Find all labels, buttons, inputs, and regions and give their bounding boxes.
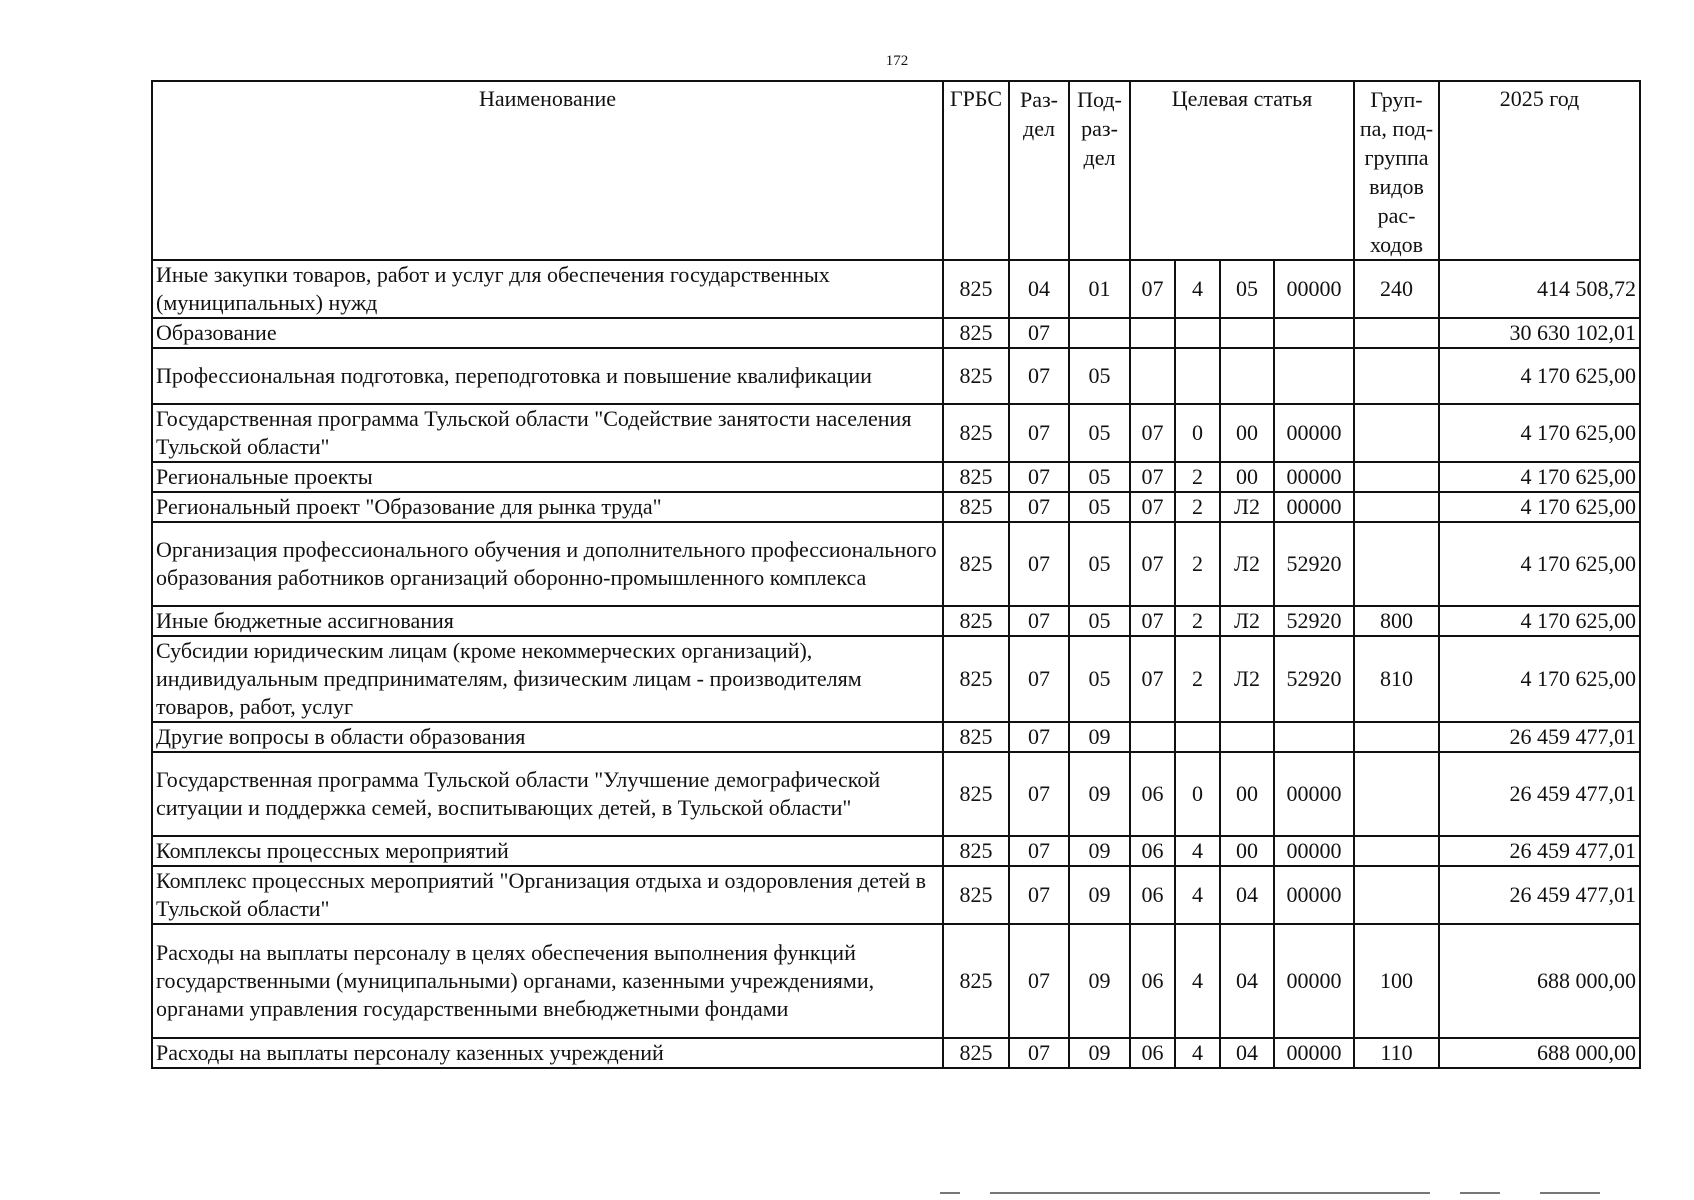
row-name-cell: Иные бюджетные ассигнования bbox=[152, 606, 943, 636]
podrazdel-cell: 01 bbox=[1069, 260, 1130, 318]
row-name-cell: Государственная программа Тульской области "Улучшение демографической ситуации и поддержка семей, воспитывающих детей, в Тульской области" bbox=[152, 752, 943, 836]
bottom-scan-lines bbox=[940, 1192, 1660, 1194]
target-expense-cell: 00000 bbox=[1274, 462, 1354, 492]
expense-type-cell bbox=[1354, 836, 1439, 866]
amount-cell: 414 508,72 bbox=[1439, 260, 1640, 318]
target-direction-cell bbox=[1220, 318, 1274, 348]
target-expense-cell: 00000 bbox=[1274, 924, 1354, 1038]
row-name-cell: Образование bbox=[152, 318, 943, 348]
target-direction-cell bbox=[1220, 722, 1274, 752]
amount-cell: 4 170 625,00 bbox=[1439, 404, 1640, 462]
header-podrazdel: Под- раз- дел bbox=[1069, 81, 1130, 260]
target-direction-cell: 04 bbox=[1220, 866, 1274, 924]
podrazdel-cell: 09 bbox=[1069, 752, 1130, 836]
header-target-article: Целевая статья bbox=[1130, 81, 1354, 260]
table-row bbox=[152, 1038, 1640, 1068]
target-expense-cell bbox=[1274, 722, 1354, 752]
amount-cell: 688 000,00 bbox=[1439, 1038, 1640, 1068]
target-expense-cell: 52920 bbox=[1274, 636, 1354, 722]
target-subprogram-cell: 2 bbox=[1175, 522, 1220, 606]
row-name-cell: Государственная программа Тульской области "Содействие занятости населения Тульской области" bbox=[152, 404, 943, 462]
table-row bbox=[152, 462, 1640, 492]
expense-type-cell: 800 bbox=[1354, 606, 1439, 636]
razdel-cell: 07 bbox=[1009, 404, 1069, 462]
target-program-cell: 07 bbox=[1130, 522, 1175, 606]
amount-cell: 4 170 625,00 bbox=[1439, 606, 1640, 636]
target-program-cell: 07 bbox=[1130, 404, 1175, 462]
expense-type-cell bbox=[1354, 752, 1439, 836]
target-program-cell: 07 bbox=[1130, 606, 1175, 636]
row-name-cell: Расходы на выплаты персоналу в целях обеспечения выполнения функций государственными (муниципальными) органами, казенными учреждениями, органами управления государственными внебюджетными фондами bbox=[152, 924, 943, 1038]
target-program-cell: 06 bbox=[1130, 752, 1175, 836]
grbs-cell: 825 bbox=[943, 404, 1009, 462]
target-direction-cell: 00 bbox=[1220, 752, 1274, 836]
target-expense-cell: 00000 bbox=[1274, 404, 1354, 462]
expense-type-cell bbox=[1354, 404, 1439, 462]
target-expense-cell bbox=[1274, 318, 1354, 348]
expense-type-cell: 810 bbox=[1354, 636, 1439, 722]
target-subprogram-cell: 2 bbox=[1175, 636, 1220, 722]
razdel-cell: 07 bbox=[1009, 722, 1069, 752]
razdel-cell: 04 bbox=[1009, 260, 1069, 318]
row-name-cell: Иные закупки товаров, работ и услуг для обеспечения государственных (муниципальных) нужд bbox=[152, 260, 943, 318]
expense-type-cell bbox=[1354, 462, 1439, 492]
amount-cell: 26 459 477,01 bbox=[1439, 866, 1640, 924]
target-program-cell: 07 bbox=[1130, 492, 1175, 522]
row-name-cell: Региональные проекты bbox=[152, 462, 943, 492]
row-name-cell: Субсидии юридическим лицам (кроме некоммерческих организаций), индивидуальным предпринимателям, физическим лицам - производителям товаров, работ, услуг bbox=[152, 636, 943, 722]
amount-cell: 4 170 625,00 bbox=[1439, 636, 1640, 722]
target-program-cell bbox=[1130, 318, 1175, 348]
row-name-cell: Комплексы процессных мероприятий bbox=[152, 836, 943, 866]
row-name-cell: Другие вопросы в области образования bbox=[152, 722, 943, 752]
grbs-cell: 825 bbox=[943, 924, 1009, 1038]
target-program-cell: 06 bbox=[1130, 1038, 1175, 1068]
grbs-cell: 825 bbox=[943, 260, 1009, 318]
podrazdel-cell: 05 bbox=[1069, 492, 1130, 522]
grbs-cell: 825 bbox=[943, 836, 1009, 866]
target-subprogram-cell bbox=[1175, 722, 1220, 752]
target-program-cell: 07 bbox=[1130, 636, 1175, 722]
table-row bbox=[152, 752, 1640, 836]
razdel-cell: 07 bbox=[1009, 636, 1069, 722]
target-direction-cell: 00 bbox=[1220, 404, 1274, 462]
table-row bbox=[152, 260, 1640, 318]
grbs-cell: 825 bbox=[943, 348, 1009, 404]
target-expense-cell: 00000 bbox=[1274, 492, 1354, 522]
table-row bbox=[152, 924, 1640, 1038]
header-row bbox=[152, 81, 1640, 260]
podrazdel-cell: 05 bbox=[1069, 462, 1130, 492]
grbs-cell: 825 bbox=[943, 462, 1009, 492]
table-row bbox=[152, 492, 1640, 522]
target-expense-cell: 52920 bbox=[1274, 606, 1354, 636]
table-row bbox=[152, 348, 1640, 404]
target-subprogram-cell: 2 bbox=[1175, 492, 1220, 522]
target-direction-cell bbox=[1220, 348, 1274, 404]
target-direction-cell: 04 bbox=[1220, 924, 1274, 1038]
target-direction-cell: Л2 bbox=[1220, 492, 1274, 522]
table-body bbox=[152, 260, 1640, 1068]
podrazdel-cell: 09 bbox=[1069, 1038, 1130, 1068]
header-name: Наименование bbox=[152, 81, 943, 260]
grbs-cell: 825 bbox=[943, 318, 1009, 348]
expense-type-cell bbox=[1354, 866, 1439, 924]
target-subprogram-cell: 4 bbox=[1175, 866, 1220, 924]
table-row bbox=[152, 404, 1640, 462]
target-expense-cell: 00000 bbox=[1274, 1038, 1354, 1068]
expense-type-cell bbox=[1354, 318, 1439, 348]
grbs-cell: 825 bbox=[943, 522, 1009, 606]
target-direction-cell: 00 bbox=[1220, 462, 1274, 492]
razdel-cell: 07 bbox=[1009, 348, 1069, 404]
header-expense-type: Груп- па, под- группа видов рас- ходов bbox=[1354, 81, 1439, 260]
grbs-cell: 825 bbox=[943, 752, 1009, 836]
target-subprogram-cell: 4 bbox=[1175, 260, 1220, 318]
header-year-2025: 2025 год bbox=[1439, 81, 1640, 260]
podrazdel-cell: 09 bbox=[1069, 866, 1130, 924]
grbs-cell: 825 bbox=[943, 636, 1009, 722]
target-direction-cell: Л2 bbox=[1220, 606, 1274, 636]
podrazdel-cell: 05 bbox=[1069, 348, 1130, 404]
row-name-cell: Организация профессионального обучения и дополнительного профессионального образования работников организаций оборонно-промышленного комплекса bbox=[152, 522, 943, 606]
target-subprogram-cell: 4 bbox=[1175, 836, 1220, 866]
amount-cell: 4 170 625,00 bbox=[1439, 492, 1640, 522]
row-name-cell: Профессиональная подготовка, переподготовка и повышение квалификации bbox=[152, 348, 943, 404]
budget-table bbox=[151, 80, 1641, 1069]
amount-cell: 4 170 625,00 bbox=[1439, 462, 1640, 492]
razdel-cell: 07 bbox=[1009, 462, 1069, 492]
target-expense-cell: 00000 bbox=[1274, 836, 1354, 866]
target-expense-cell: 00000 bbox=[1274, 260, 1354, 318]
target-expense-cell: 00000 bbox=[1274, 752, 1354, 836]
grbs-cell: 825 bbox=[943, 492, 1009, 522]
razdel-cell: 07 bbox=[1009, 492, 1069, 522]
podrazdel-cell bbox=[1069, 318, 1130, 348]
header-grbs: ГРБС bbox=[943, 81, 1009, 260]
amount-cell: 4 170 625,00 bbox=[1439, 522, 1640, 606]
target-subprogram-cell: 4 bbox=[1175, 924, 1220, 1038]
grbs-cell: 825 bbox=[943, 606, 1009, 636]
table-row bbox=[152, 866, 1640, 924]
razdel-cell: 07 bbox=[1009, 752, 1069, 836]
table-row bbox=[152, 522, 1640, 606]
target-expense-cell bbox=[1274, 348, 1354, 404]
podrazdel-cell: 05 bbox=[1069, 522, 1130, 606]
amount-cell: 26 459 477,01 bbox=[1439, 722, 1640, 752]
expense-type-cell bbox=[1354, 722, 1439, 752]
target-subprogram-cell bbox=[1175, 318, 1220, 348]
expense-type-cell bbox=[1354, 348, 1439, 404]
razdel-cell: 07 bbox=[1009, 836, 1069, 866]
target-subprogram-cell: 2 bbox=[1175, 462, 1220, 492]
expense-type-cell: 110 bbox=[1354, 1038, 1439, 1068]
grbs-cell: 825 bbox=[943, 1038, 1009, 1068]
target-program-cell: 07 bbox=[1130, 260, 1175, 318]
page-number: 172 bbox=[885, 53, 909, 69]
podrazdel-cell: 09 bbox=[1069, 924, 1130, 1038]
podrazdel-cell: 09 bbox=[1069, 722, 1130, 752]
target-direction-cell: 05 bbox=[1220, 260, 1274, 318]
table-row bbox=[152, 722, 1640, 752]
table-row bbox=[152, 318, 1640, 348]
target-program-cell: 06 bbox=[1130, 866, 1175, 924]
target-program-cell: 07 bbox=[1130, 462, 1175, 492]
expense-type-cell: 240 bbox=[1354, 260, 1439, 318]
razdel-cell: 07 bbox=[1009, 606, 1069, 636]
target-subprogram-cell: 2 bbox=[1175, 606, 1220, 636]
razdel-cell: 07 bbox=[1009, 318, 1069, 348]
target-subprogram-cell: 4 bbox=[1175, 1038, 1220, 1068]
razdel-cell: 07 bbox=[1009, 866, 1069, 924]
razdel-cell: 07 bbox=[1009, 522, 1069, 606]
row-name-cell: Комплекс процессных мероприятий "Организация отдыха и оздоровления детей в Тульской области" bbox=[152, 866, 943, 924]
target-program-cell bbox=[1130, 348, 1175, 404]
expense-type-cell bbox=[1354, 492, 1439, 522]
razdel-cell: 07 bbox=[1009, 924, 1069, 1038]
expense-type-cell: 100 bbox=[1354, 924, 1439, 1038]
amount-cell: 4 170 625,00 bbox=[1439, 348, 1640, 404]
podrazdel-cell: 09 bbox=[1069, 836, 1130, 866]
target-program-cell bbox=[1130, 722, 1175, 752]
target-subprogram-cell: 0 bbox=[1175, 752, 1220, 836]
target-direction-cell: 00 bbox=[1220, 836, 1274, 866]
amount-cell: 26 459 477,01 bbox=[1439, 836, 1640, 866]
row-name-cell: Региональный проект "Образование для рынка труда" bbox=[152, 492, 943, 522]
podrazdel-cell: 05 bbox=[1069, 606, 1130, 636]
target-expense-cell: 00000 bbox=[1274, 866, 1354, 924]
row-name-cell: Расходы на выплаты персоналу казенных учреждений bbox=[152, 1038, 943, 1068]
amount-cell: 688 000,00 bbox=[1439, 924, 1640, 1038]
target-program-cell: 06 bbox=[1130, 924, 1175, 1038]
target-expense-cell: 52920 bbox=[1274, 522, 1354, 606]
amount-cell: 26 459 477,01 bbox=[1439, 752, 1640, 836]
table-row bbox=[152, 606, 1640, 636]
target-direction-cell: Л2 bbox=[1220, 522, 1274, 606]
target-subprogram-cell bbox=[1175, 348, 1220, 404]
target-subprogram-cell: 0 bbox=[1175, 404, 1220, 462]
podrazdel-cell: 05 bbox=[1069, 636, 1130, 722]
header-razdel: Раз- дел bbox=[1009, 81, 1069, 260]
grbs-cell: 825 bbox=[943, 722, 1009, 752]
podrazdel-cell: 05 bbox=[1069, 404, 1130, 462]
table-row bbox=[152, 836, 1640, 866]
amount-cell: 30 630 102,01 bbox=[1439, 318, 1640, 348]
target-direction-cell: Л2 bbox=[1220, 636, 1274, 722]
table-row bbox=[152, 636, 1640, 722]
expense-type-cell bbox=[1354, 522, 1439, 606]
grbs-cell: 825 bbox=[943, 866, 1009, 924]
razdel-cell: 07 bbox=[1009, 1038, 1069, 1068]
target-program-cell: 06 bbox=[1130, 836, 1175, 866]
target-direction-cell: 04 bbox=[1220, 1038, 1274, 1068]
